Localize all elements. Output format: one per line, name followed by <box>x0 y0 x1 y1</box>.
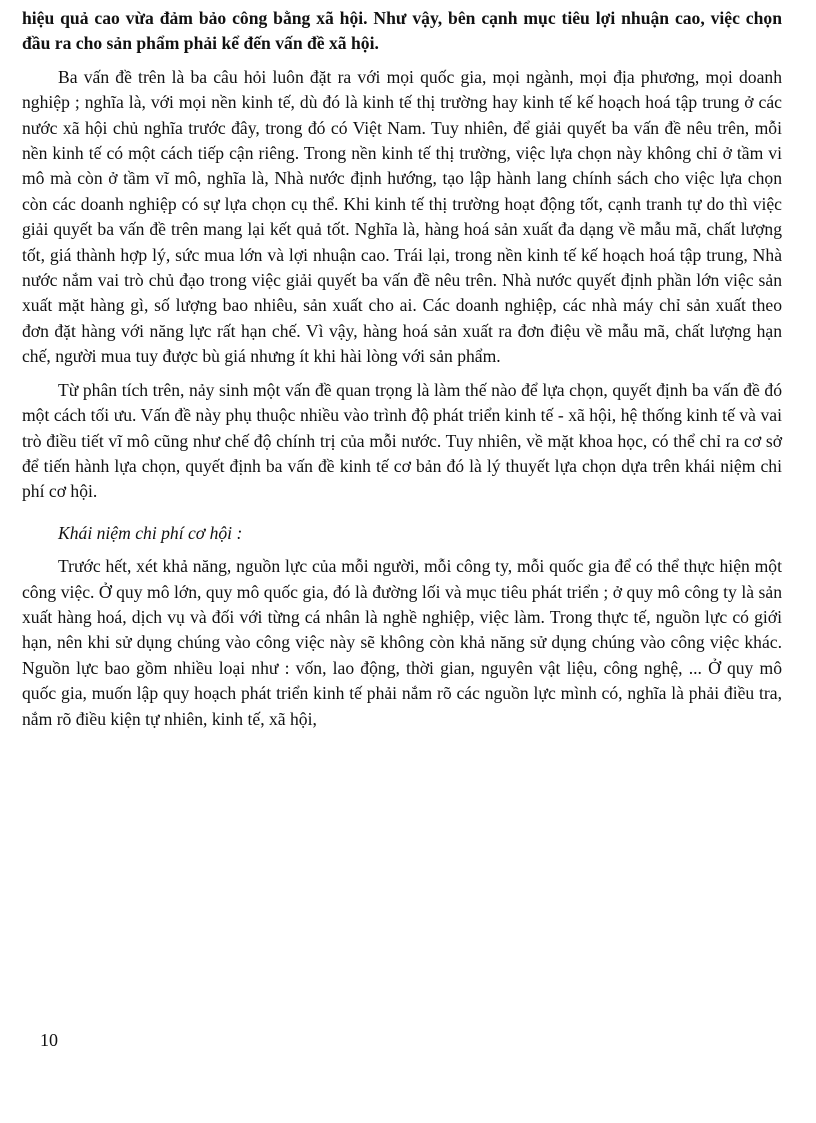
paragraph-resources: Trước hết, xét khả năng, nguồn lực của mỗi người, mỗi công ty, mỗi quốc gia để có thể thực hiện một công việc. Ở quy mô lớn, quy mô quốc gia, đó là đường lối và mục tiêu phát triển ; ở quy mô công ty là sản xuất hàng hoá, dịch vụ và đối với từng cá nhân là nghề nghiệp, việc làm. Trong thực tế, nguồn lực có giới hạn, nên khi sử dụng chúng vào công việc này sẽ không còn khả năng sử dụng chúng vào công việc khác. Nguồn lực bao gồm nhiều loại như : vốn, lao động, thời gian, nguyên vật liệu, công nghệ, ... Ở quy mô quốc gia, muốn lập quy hoạch phát triển kinh tế phải nắm rõ các nguồn lực mình có, nghĩa là phải điều tra, nắm rõ điều kiện tự nhiên, kinh tế, xã hội, <box>22 556 782 729</box>
page-number: 10 <box>40 1030 58 1050</box>
paragraph-three-questions: Ba vấn đề trên là ba câu hỏi luôn đặt ra với mọi quốc gia, mọi ngành, mọi địa phương, mọi doanh nghiệp ; nghĩa là, với mọi nền kinh tế, dù đó là kinh tế thị trường hay kinh tế kế hoạch hoá tập trung ở các nước xã hội chủ nghĩa trước đây, trong đó có Việt Nam. Tuy nhiên, để giải quyết ba vấn đề nêu trên, mỗi nền kinh tế có một cách tiếp cận riêng. Trong nền kinh tế thị trường, việc lựa chọn này không chỉ ở tầm vi mô mà còn ở tầm vĩ mô, nghĩa là, Nhà nước định hướng, tạo lập hành lang chính sách cho việc lựa chọn còn các doanh nghiệp có sự lựa chọn cụ thể. Khi kinh tế thị trường hoạt động tốt, cạnh tranh tự do thì việc giải quyết ba vấn đề trên mang lại kết quả tốt. Nghĩa là, hàng hoá sản xuất đa dạng về mẫu mã, chất lượng tốt, giá thành hợp lý, sức mua lớn và lợi nhuận cao. Trái lại, trong nền kinh tế kế hoạch hoá tập trung, Nhà nước nắm vai trò chủ đạo trong việc giải quyết ba vấn đề nêu trên. Nhà nước quyết định phần lớn việc sản xuất mặt hàng gì, số lượng bao nhiêu, sản xuất cho ai. Các doanh nghiệp, các nhà máy chỉ sản xuất theo đơn đặt hàng với năng lực rất hạn chế. Vì vậy, hàng hoá sản xuất ra đơn điệu về mẫu mã, chất lượng hạn chế, người mua tuy được bù giá nhưng ít khi hài lòng với sản phẩm. <box>22 66 782 367</box>
lead-paragraph: hiệu quả cao vừa đảm bảo công bằng xã hội. Như vậy, bên cạnh mục tiêu lợi nhuận cao, việc chọn đầu ra cho sản phẩm phải kể đến vấn đề xã hội. <box>22 8 782 54</box>
section-subheading: Khái niệm chi phí cơ hội : <box>58 522 243 543</box>
paragraph-analysis: Từ phân tích trên, nảy sinh một vấn đề quan trọng là làm thế nào để lựa chọn, quyết định ba vấn đề đó một cách tối ưu. Vấn đề này phụ thuộc nhiều vào trình độ phát triển kinh tế - xã hội, hệ thống kinh tế và vai trò điều tiết vĩ mô cũng như chế độ chính trị của mỗi nước. Tuy nhiên, về mặt khoa học, có thể chỉ ra cơ sở để tiến hành lựa chọn, quyết định ba vấn đề kinh tế cơ bản đó là lý thuyết lựa chọn dựa trên khái niệm chi phí cơ hội. <box>22 379 782 502</box>
body-text <box>22 6 782 732</box>
